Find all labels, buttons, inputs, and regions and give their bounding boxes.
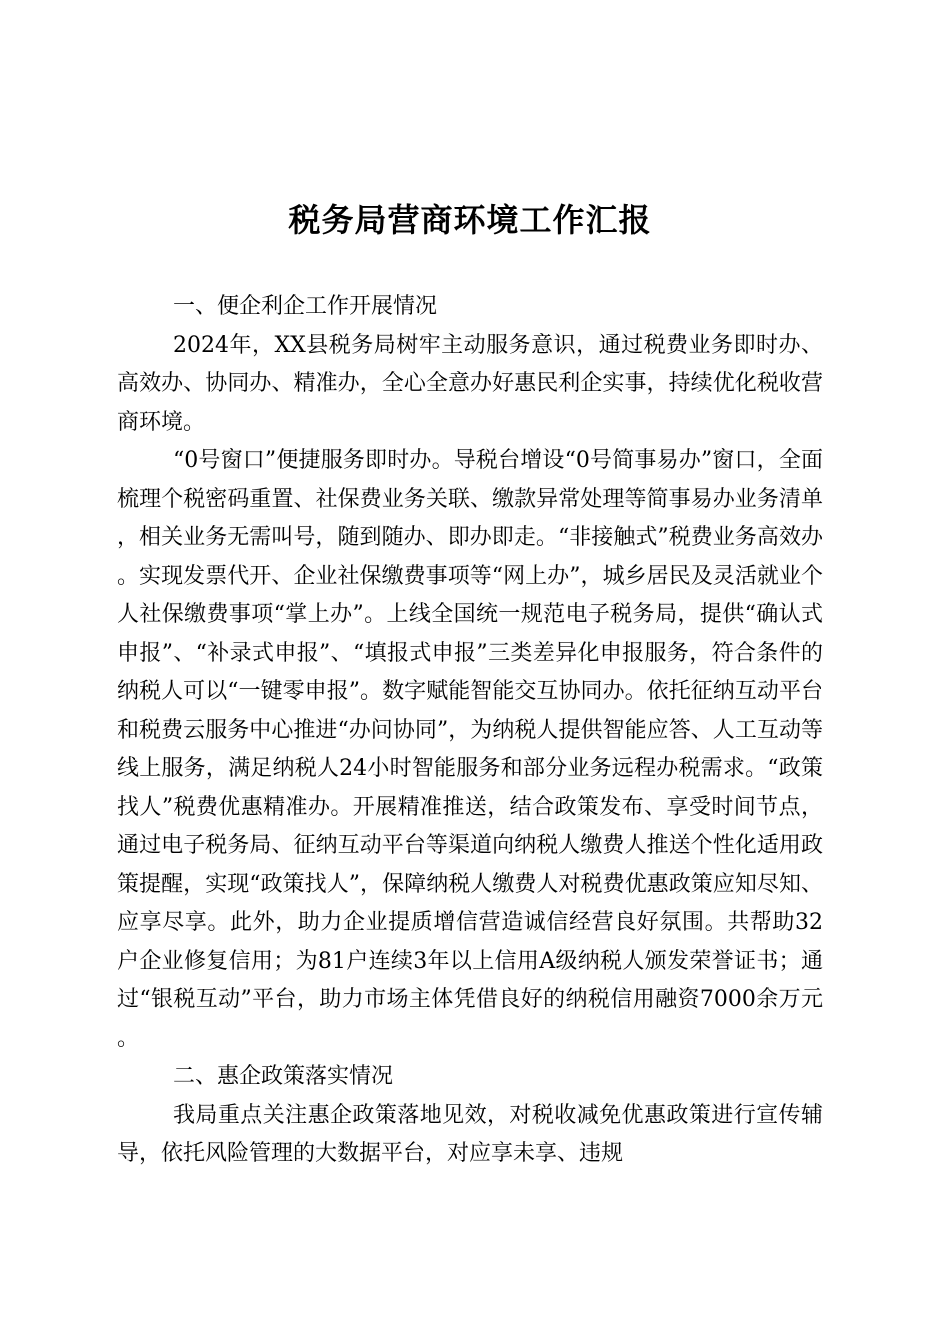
paragraph-policy: 我局重点关注惠企政策落地见效，对税收减免优惠政策进行宣传辅导，依托风险管理的大数据平台，对应享未享、违规 (117, 1102, 823, 1166)
document-title: 税务局营商环境工作汇报 (288, 201, 652, 239)
document-body (117, 288, 823, 1174)
paragraph-intro: 2024年，XX县税务局树牢主动服务意识，通过税费业务即时办、高效办、协同办、精准办，全心全意办好惠民利企实事，持续优化税收营商环境。 (117, 332, 823, 435)
paragraph-service-details: “0号窗口”便捷服务即时办。导税台增设“0号简事易办”窗口，全面梳理个税密码重置、社保费业务关联、缴款异常处理等简事易办业务清单，相关业务无需叫号，随到随办、即办即走。“非接触式”税费业务高效办。实现发票代开、企业社保缴费事项等“网上办”，城乡居民及灵活就业个人社保缴费事项“掌上办”。上线全国统一规范电子税务局，提供“确认式申报”、“补录式申报”、“填报式申报”三类差异化申报服务，符合条件的纳税人可以“一键零申报”。数字赋能智能交互协同办。依托征纳互动平台和税费云服务中心推进“办问协同”，为纳税人提供智能应答、人工互动等线上服务，满足纳税人24小时智能服务和部分业务远程办税需求。“政策找人”税费优惠精准办。开展精准推送，结合政策发布、享受时间节点，通过电子税务局、征纳互动平台等渠道向纳税人缴费人推送个性化适用政策提醒，实现“政策找人”，保障纳税人缴费人对税费优惠政策应知尽知、应享尽享。此外，助力企业提质增信营造诚信经营良好氛围。共帮助32户企业修复信用；为81户连续3年以上信用A级纳税人颁发荣誉证书；通过“银税互动”平台，助力市场主体凭借良好的纳税信用融资7000余万元。 (117, 448, 823, 1051)
section-heading-1: 一、便企利企工作开展情况 (173, 294, 438, 319)
section-heading-2: 二、惠企政策落实情况 (173, 1064, 394, 1089)
